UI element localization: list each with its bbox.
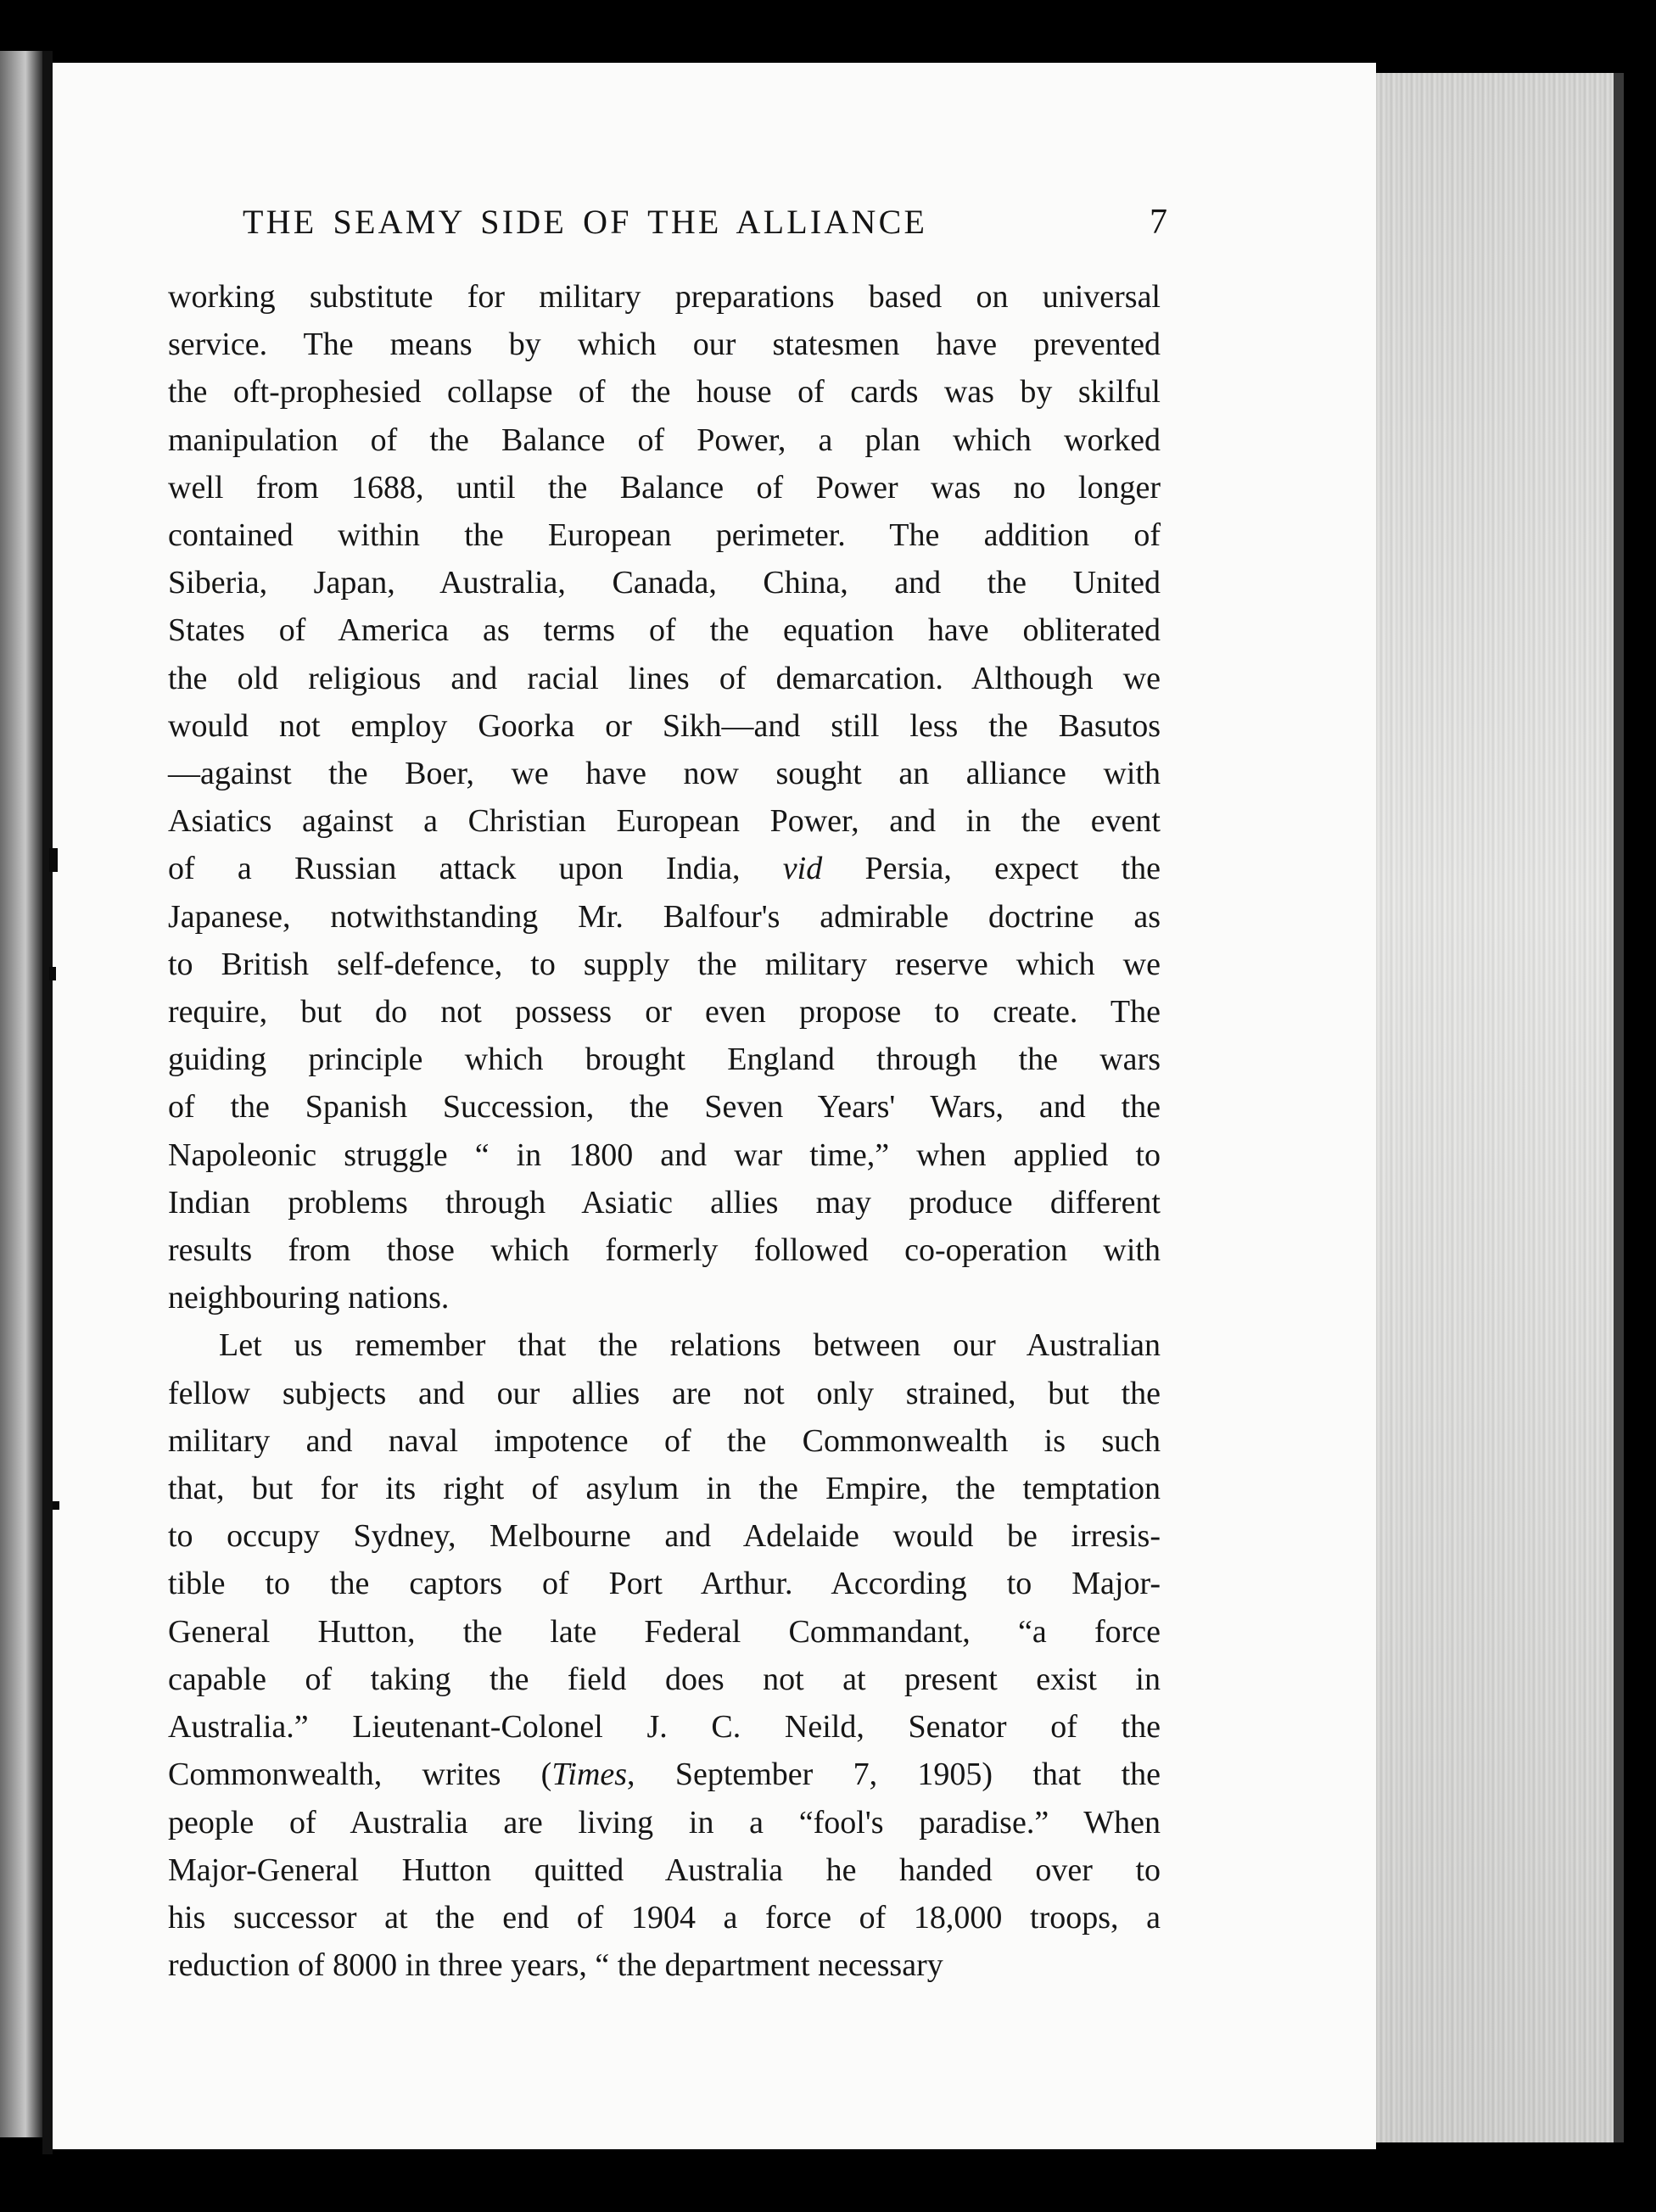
running-head bbox=[243, 202, 1167, 253]
text-line: people of Australia are living in a “fool's paradise.” When bbox=[168, 1804, 1161, 1841]
text-line: Major-General Hutton quitted Australia he handed over to bbox=[168, 1852, 1161, 1888]
text-line: tible to the captors of Port Arthur. According to Major- bbox=[168, 1566, 1161, 1602]
text-line: fellow subjects and our allies are not only strained, but the bbox=[168, 1375, 1161, 1411]
text-line: that, but for its right of asylum in the Empire, the temptation bbox=[168, 1471, 1161, 1507]
text-line: Indian problems through Asiatic allies may produce different bbox=[168, 1184, 1161, 1221]
text-line: contained within the European perimeter. The addition of bbox=[168, 517, 1161, 554]
text-line: of the Spanish Succession, the Seven Years' Wars, and the bbox=[168, 1089, 1161, 1126]
text-line: neighbouring nations. bbox=[168, 1280, 450, 1316]
text-line: working substitute for military preparations based on universal bbox=[168, 279, 1161, 315]
text-line: require, but do not possess or even propose to create. The bbox=[168, 994, 1161, 1031]
text-line: capable of taking the field does not at present exist in bbox=[168, 1661, 1161, 1697]
text-line: Asiatics against a Christian European Power, and in the event bbox=[168, 803, 1161, 840]
text-line: military and naval impotence of the Commonwealth is such bbox=[168, 1422, 1161, 1459]
text-line: his successor at the end of 1904 a force of 18,000 troops, a bbox=[168, 1899, 1161, 1936]
text-line: States of America as terms of the equation have obliterated bbox=[168, 612, 1161, 649]
text-line: guiding principle which brought England through the wars bbox=[168, 1042, 1161, 1078]
facing-page-edge bbox=[0, 51, 42, 2137]
body-text bbox=[168, 273, 1161, 1989]
paragraph bbox=[168, 1321, 1161, 1989]
text-line: manipulation of the Balance of Power, a plan which worked bbox=[168, 422, 1161, 458]
scan-speck bbox=[49, 967, 56, 980]
page-edge-shadow bbox=[1614, 73, 1624, 2142]
text-line: Commonwealth, writes (Times, September 7, 1905) that the bbox=[168, 1757, 1161, 1793]
text-line: Siberia, Japan, Australia, Canada, China, and the United bbox=[168, 565, 1161, 601]
text-line: service. The means by which our statesmen have prevented bbox=[168, 327, 1161, 363]
text-line: to British self-defence, to supply the military reserve which we bbox=[168, 946, 1161, 982]
text-line: to occupy Sydney, Melbourne and Adelaide would be irresis- bbox=[168, 1518, 1161, 1555]
text-line: the oft-prophesied collapse of the house of cards was by skilful bbox=[168, 374, 1161, 411]
book-gutter bbox=[42, 51, 53, 2154]
text-line: Napoleonic struggle “ in 1800 and war time,” when applied to bbox=[168, 1137, 1161, 1173]
text-line: General Hutton, the late Federal Commandant, “a force bbox=[168, 1613, 1161, 1650]
running-title: THE SEAMY SIDE OF THE ALLIANCE bbox=[243, 203, 928, 241]
paragraph bbox=[168, 273, 1161, 1321]
text-line: Australia.” Lieutenant-Colonel J. C. Neild, Senator of the bbox=[168, 1709, 1161, 1746]
text-line: Japanese, notwithstanding Mr. Balfour's admirable doctrine as bbox=[168, 898, 1161, 935]
text-line: well from 1688, until the Balance of Power was no longer bbox=[168, 469, 1161, 506]
text-line: would not employ Goorka or Sikh—and still less the Basutos bbox=[168, 707, 1161, 744]
text-line: —against the Boer, we have now sought an alliance with bbox=[168, 756, 1161, 792]
text-line: of a Russian attack upon India, vid Persia, expect the bbox=[168, 851, 1161, 887]
scan-speck bbox=[53, 1501, 59, 1510]
text-line: reduction of 8000 in three years, “ the department necessary bbox=[168, 1947, 943, 1984]
stacked-page-edges bbox=[1376, 73, 1614, 2142]
page-number: 7 bbox=[1150, 203, 1167, 242]
scan-speck bbox=[49, 848, 58, 872]
text-line: results from those which formerly followed co-operation with bbox=[168, 1232, 1161, 1269]
text-line: Let us remember that the relations between our Australian bbox=[219, 1327, 1161, 1364]
text-line: the old religious and racial lines of demarcation. Although we bbox=[168, 660, 1161, 696]
